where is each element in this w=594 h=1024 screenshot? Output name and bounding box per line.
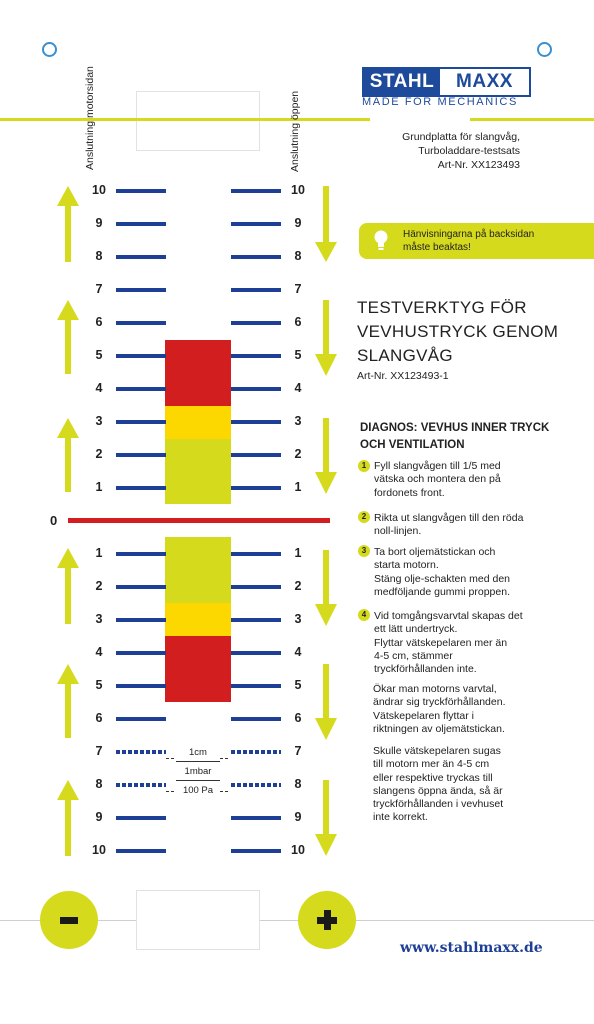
step-line: Ta bort oljemätstickan och [374, 546, 496, 558]
scale-tick-left [116, 816, 166, 820]
unit-dash-line [166, 758, 176, 759]
product-info-line: Grundplatta för slangvåg, [402, 131, 520, 143]
paragraph-line: slangens öppna ända, så är [373, 784, 503, 797]
scale-number-left: 5 [95, 348, 103, 362]
scale-number-right: 6 [294, 711, 302, 725]
scale-number-right: 7 [294, 282, 302, 296]
scale-number-left: 3 [95, 612, 103, 626]
step-line: starta motorn. [374, 559, 439, 572]
up-arrow-icon [57, 780, 79, 856]
scale-number-right: 1 [294, 480, 302, 494]
scale-tick-left [116, 585, 166, 589]
scale-number-left: 8 [95, 777, 103, 791]
unit-dash-line [166, 791, 176, 792]
zero-label: 0 [50, 513, 58, 528]
plus-icon-bar [317, 917, 337, 924]
down-arrow-icon [315, 300, 337, 376]
up-arrow-icon [57, 664, 79, 738]
scale-number-left: 10 [92, 183, 106, 197]
scale-tick-left [116, 750, 166, 754]
step-line: noll-linjen. [374, 525, 422, 538]
up-arrow-icon [57, 548, 79, 624]
product-info-line: Art-Nr. XX123493 [437, 159, 520, 171]
scale-number-right: 7 [294, 744, 302, 758]
scale-number-left: 6 [95, 315, 103, 329]
title-line: SLANGVÅG [357, 346, 453, 365]
step-line: Flyttar vätskepelaren mer än [374, 636, 508, 649]
diagnosis-heading-line: OCH VENTILATION [360, 439, 465, 451]
scale-tick-right [231, 420, 281, 424]
unit-label-mbar: 1mbar [184, 766, 212, 777]
notice-line: måste beaktas! [403, 242, 471, 253]
scale-number-right: 6 [294, 315, 302, 329]
scale-number-left: 7 [95, 282, 103, 296]
scale-tick-left [116, 453, 166, 457]
down-arrow-icon [315, 186, 337, 262]
scale-tick-right [231, 750, 281, 754]
down-arrow-icon [315, 550, 337, 626]
scale-tick-left [116, 684, 166, 688]
paragraph-line: eller respektive tryckas till [373, 771, 493, 784]
scale-number-right: 9 [294, 810, 302, 824]
scale-tick-right [231, 486, 281, 490]
scale-number-left: 9 [95, 216, 103, 230]
scale-number-left: 2 [95, 579, 103, 593]
scale-number-left: 7 [95, 744, 103, 758]
unit-dash-line [220, 758, 230, 759]
up-arrow-icon [57, 418, 79, 492]
step-number: 2 [358, 511, 370, 523]
scale-number-left: 4 [95, 645, 103, 659]
logo-stahl: STAHL [364, 69, 440, 95]
step-line: medföljande gummi proppen. [374, 585, 510, 598]
scale-tick-left [116, 420, 166, 424]
scale-number-left: 10 [92, 843, 106, 857]
step-line: Stäng olje-schakten med den [374, 572, 511, 585]
logo-maxx: MAXX [456, 71, 513, 92]
paragraph-line: riktningen av oljemätstickan. [373, 722, 505, 735]
bottom-placeholder [136, 890, 260, 950]
scale-number-right: 4 [294, 645, 302, 659]
paragraph-line: Vätskepelaren flyttar i [373, 709, 474, 722]
scale-tick-left [116, 552, 166, 556]
scale-number-right: 10 [291, 843, 305, 857]
scale-tick-left [116, 717, 166, 721]
scale-number-left: 1 [95, 480, 103, 494]
unit-divider [176, 780, 220, 781]
scale-number-right: 2 [294, 579, 302, 593]
scale-tick-right [231, 651, 281, 655]
scale-tick-right [231, 552, 281, 556]
scale-number-left: 9 [95, 810, 103, 824]
scale-tick-left [116, 255, 166, 259]
scale-number-left: 6 [95, 711, 103, 725]
minus-button [40, 891, 98, 949]
plus-button [298, 891, 356, 949]
website-link[interactable]: www.stahlmaxx.de [400, 940, 543, 956]
title-line: VEVHUSTRYCK GENOM [357, 322, 559, 341]
minus-icon [60, 917, 78, 924]
title-line: TESTVERKTYG FÖR [357, 298, 527, 317]
scale-tick-right [231, 321, 281, 325]
paragraph-line: inte korrekt. [373, 811, 428, 824]
scale-tick-right [231, 684, 281, 688]
step-line: fordonets front. [374, 486, 445, 499]
notice-line: Hänvisningarna på backsidan [403, 229, 535, 240]
scale-number-right: 3 [294, 414, 302, 428]
unit-dash-line [220, 791, 230, 792]
scale-tick-left [116, 288, 166, 292]
scale-tick-right [231, 189, 281, 193]
scale-number-left: 2 [95, 447, 103, 461]
scale-number-right: 3 [294, 612, 302, 626]
scale-tick-right [231, 222, 281, 226]
scale-number-left: 1 [95, 546, 103, 560]
title-art-nr: Art-Nr. XX123493-1 [357, 370, 449, 382]
scale-tick-left [116, 222, 166, 226]
scale-tick-right [231, 255, 281, 259]
step-number: 1 [358, 460, 370, 472]
scale-tick-right [231, 783, 281, 787]
diagnosis-heading-line: DIAGNOS: VEVHUS INNER TRYCK [360, 422, 550, 434]
scale-tick-left [116, 618, 166, 622]
scale-tick-right [231, 585, 281, 589]
step-number: 3 [358, 545, 370, 557]
scale-number-right: 1 [294, 546, 302, 560]
scale-tick-right [231, 387, 281, 391]
label-motor-side: Anslutning motorsidan [84, 66, 96, 170]
step-line: Vid tomgångsvarvtal skapas det [374, 610, 523, 622]
scale-number-right: 9 [294, 216, 302, 230]
paragraph-line: tryckförhållanden i vevhuset [373, 798, 504, 811]
unit-label-pa: 100 Pa [182, 785, 214, 796]
scale-tick-right [231, 453, 281, 457]
down-arrow-icon [315, 664, 337, 740]
scale-number-right: 5 [294, 678, 302, 692]
step-line: Rikta ut slangvågen till den röda [374, 512, 524, 524]
scale-number-left: 8 [95, 249, 103, 263]
scale-tick-left [116, 354, 166, 358]
down-arrow-icon [315, 780, 337, 856]
scale-number-left: 3 [95, 414, 103, 428]
scale-tick-left [116, 387, 166, 391]
paragraph-line: till motorn mer än 4-5 cm [373, 758, 490, 771]
down-arrow-icon [315, 418, 337, 494]
scale-number-right: 10 [291, 183, 305, 197]
product-info-line: Turboladdare-testsats [418, 145, 520, 157]
scale-tick-right [231, 849, 281, 853]
label-open-side: Anslutning öppen [289, 90, 301, 172]
scale-tick-right [231, 717, 281, 721]
step-line: 4-5 cm, stämmer [374, 649, 453, 662]
scale-tick-left [116, 651, 166, 655]
scale-number-left: 4 [95, 381, 103, 395]
paragraph-line: ändrar sig tryckförhållanden. [373, 696, 506, 709]
step-line: ett lätt undertryck. [374, 623, 458, 636]
scale-tick-left [116, 849, 166, 853]
scale-number-right: 4 [294, 381, 302, 395]
scale-number-right: 8 [294, 249, 302, 263]
paragraph-line: Skulle vätskepelaren sugas [373, 745, 501, 757]
scale-number-right: 8 [294, 777, 302, 791]
step-line: tryckförhållanden inte. [374, 663, 477, 676]
scale-number-right: 5 [294, 348, 302, 362]
scale-number-right: 2 [294, 447, 302, 461]
paragraph-line: Ökar man motorns varvtal, [373, 683, 497, 695]
unit-label-cm: 1cm [189, 747, 207, 758]
scale-tick-right [231, 618, 281, 622]
scale-tick-right [231, 816, 281, 820]
scale-tick-left [116, 486, 166, 490]
unit-divider [176, 761, 220, 762]
logo-tagline: MADE FOR MECHANICS [362, 96, 518, 108]
scale-tick-left [116, 321, 166, 325]
up-arrow-icon [57, 186, 79, 262]
up-arrow-icon [57, 300, 79, 374]
scale-tick-right [231, 288, 281, 292]
step-number: 4 [358, 609, 370, 621]
scale-tick-left [116, 189, 166, 193]
scale-tick-right [231, 354, 281, 358]
step-line: Fyll slangvågen till 1/5 med [374, 460, 501, 472]
step-line: vätska och montera den på [374, 473, 501, 486]
scale-number-left: 5 [95, 678, 103, 692]
scale-tick-left [116, 783, 166, 787]
